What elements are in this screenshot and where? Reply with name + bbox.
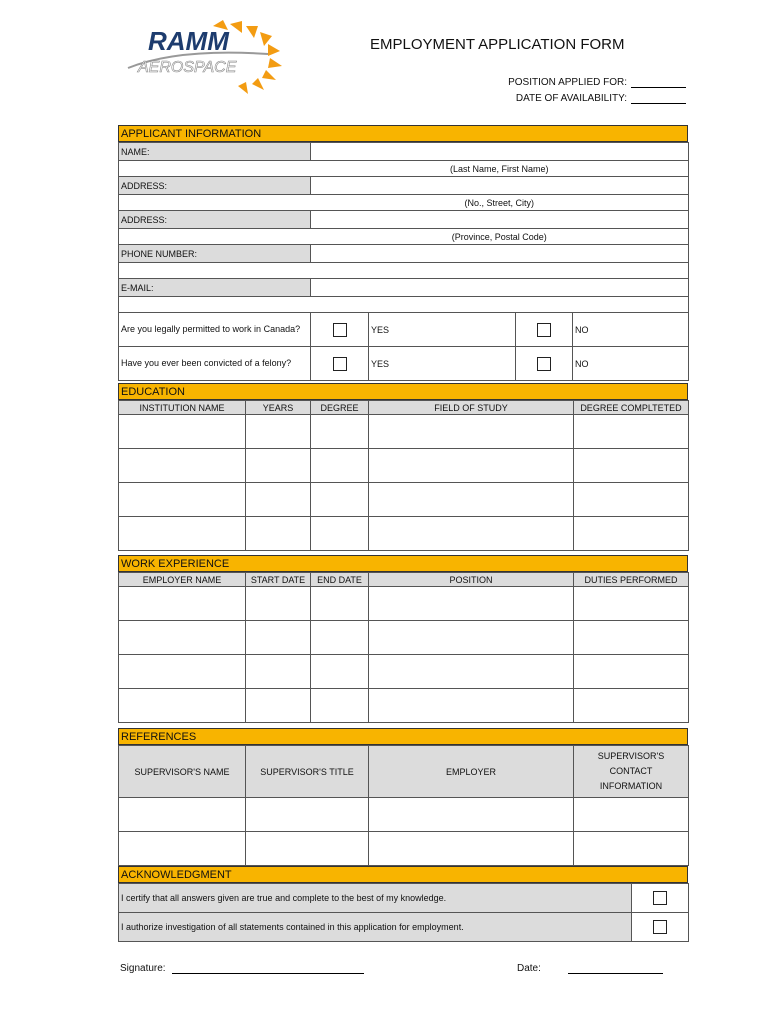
name-label: NAME: (119, 143, 311, 161)
col-duties: DUTIES PERFORMED (574, 573, 689, 587)
address2-label: ADDRESS: (119, 211, 311, 229)
email-label: E-MAIL: (119, 279, 311, 297)
email-input[interactable] (311, 279, 689, 297)
address1-label: ADDRESS: (119, 177, 311, 195)
felony-yes-checkbox[interactable] (333, 357, 347, 371)
work-permit-yes-checkbox[interactable] (333, 323, 347, 337)
col-start-date: START DATE (246, 573, 311, 587)
work-header: WORK EXPERIENCE (118, 555, 688, 572)
logo-brand: RAMM (148, 26, 229, 56)
signature-label: Signature: (120, 963, 166, 974)
col-supervisor-title: SUPERVISOR'S TITLE (246, 746, 369, 798)
ack-header: ACKNOWLEDGMENT (118, 866, 688, 883)
phone-label: PHONE NUMBER: (119, 245, 311, 263)
signature-field[interactable] (120, 963, 364, 974)
yes-label: YES (369, 313, 516, 347)
work-row[interactable] (119, 587, 689, 621)
availability-label: DATE OF AVAILABILITY: (515, 93, 627, 104)
reference-row[interactable] (119, 798, 689, 832)
address1-input[interactable] (311, 177, 689, 195)
col-employer: EMPLOYER NAME (119, 573, 246, 587)
col-ref-employer: EMPLOYER (369, 746, 574, 798)
ack-section (118, 866, 688, 942)
date-field[interactable] (517, 963, 663, 974)
company-logo (118, 18, 298, 98)
education-row[interactable] (119, 517, 689, 551)
position-applied-field[interactable] (508, 77, 686, 88)
work-row[interactable] (119, 621, 689, 655)
col-end-date: END DATE (311, 573, 369, 587)
col-completed: DEGREE COMPLTETED (574, 401, 689, 415)
col-degree: DEGREE (311, 401, 369, 415)
address2-input[interactable] (311, 211, 689, 229)
ack-certify-text: I certify that all answers given are true and complete to the best of my knowledge. (119, 884, 632, 913)
col-years: YEARS (246, 401, 311, 415)
col-supervisor-name: SUPERVISOR'S NAME (119, 746, 246, 798)
felony-question: Have you ever been convicted of a felony? (119, 347, 311, 381)
phone-input[interactable] (311, 245, 689, 263)
ack-authorize-text: I authorize investigation of all statements contained in this application for employment. (119, 913, 632, 942)
form-title: EMPLOYMENT APPLICATION FORM (370, 36, 625, 53)
col-contact: SUPERVISOR'S CONTACT INFORMATION (574, 746, 689, 798)
education-row[interactable] (119, 483, 689, 517)
education-row[interactable] (119, 449, 689, 483)
name-hint: (Last Name, First Name) (311, 161, 689, 177)
col-field: FIELD OF STUDY (369, 401, 574, 415)
address1-hint: (No., Street, City) (311, 195, 689, 211)
address2-hint: (Province, Postal Code) (311, 229, 689, 245)
col-position: POSITION (369, 573, 574, 587)
work-permit-question: Are you legally permitted to work in Canada? (119, 313, 311, 347)
date-label: Date: (517, 963, 541, 974)
logo-sub: AEROSPACE (138, 59, 237, 76)
no-label: NO (573, 313, 689, 347)
col-institution: INSTITUTION NAME (119, 401, 246, 415)
no-label: NO (573, 347, 689, 381)
ack-authorize-checkbox[interactable] (653, 920, 667, 934)
work-permit-no-checkbox[interactable] (537, 323, 551, 337)
availability-date-field[interactable] (516, 93, 686, 104)
reference-row[interactable] (119, 832, 689, 866)
work-row[interactable] (119, 689, 689, 723)
ack-certify-checkbox[interactable] (653, 891, 667, 905)
applicant-header: APPLICANT INFORMATION (118, 125, 688, 142)
applicant-section (118, 125, 688, 381)
education-section (118, 383, 688, 551)
education-header: EDUCATION (118, 383, 688, 400)
name-input[interactable] (311, 143, 689, 161)
references-section (118, 728, 688, 866)
work-row[interactable] (119, 655, 689, 689)
references-header: REFERENCES (118, 728, 688, 745)
work-section (118, 555, 688, 723)
position-label: POSITION APPLIED FOR: (508, 77, 627, 88)
yes-label: YES (369, 347, 516, 381)
felony-no-checkbox[interactable] (537, 357, 551, 371)
education-row[interactable] (119, 415, 689, 449)
